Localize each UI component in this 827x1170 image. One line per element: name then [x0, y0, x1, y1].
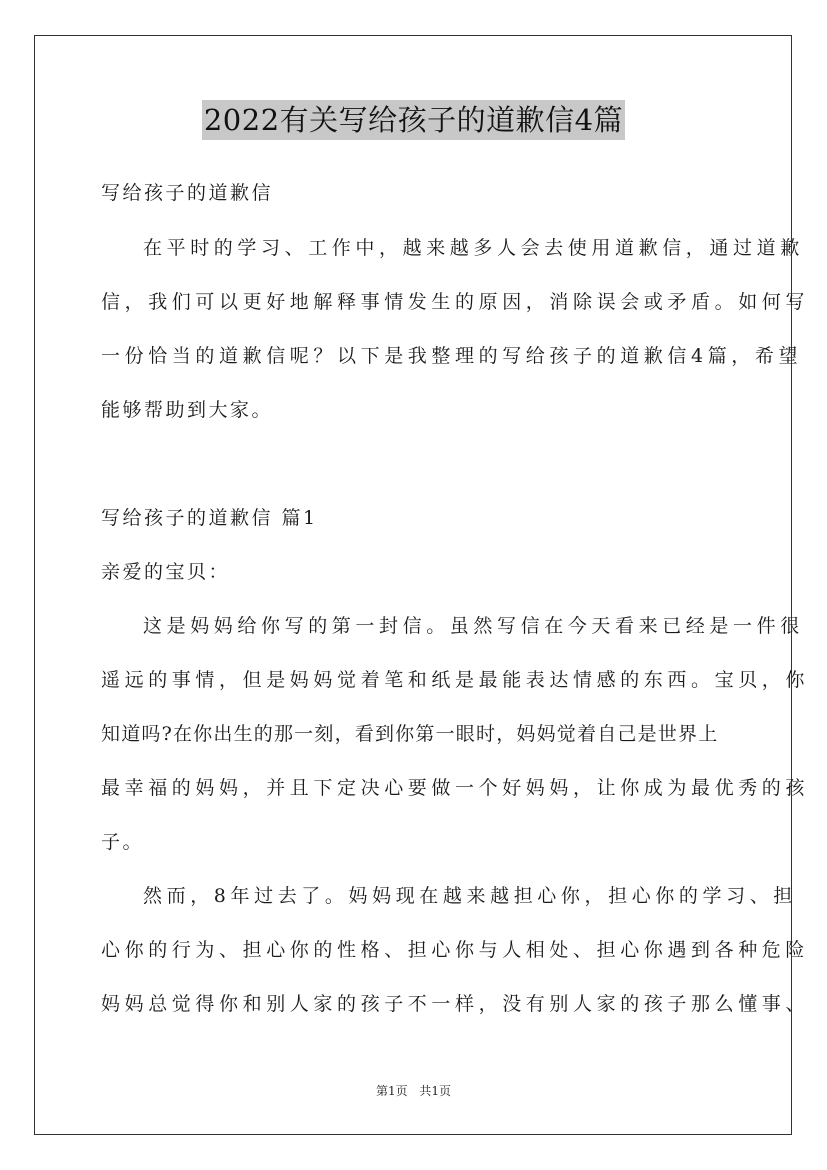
paragraph-line: 最幸福的妈妈，并且下定决心要做一个好妈妈，让你成为最优秀的孩 [101, 777, 810, 799]
paragraph-line: 妈妈总觉得你和别人家的孩子不一样，没有别人家的孩子那么懂事、 [101, 993, 810, 1015]
subheading: 写给孩子的道歉信 [101, 182, 274, 204]
intro-line: 能够帮助到大家。 [101, 399, 274, 421]
paragraph-line: 知道吗?在你出生的那一刻，看到你第一眼时，妈妈觉着自己是世界上 [101, 723, 719, 745]
page-number-current: 第1页 [375, 1084, 408, 1098]
intro-line: 信，我们可以更好地解释事情发生的原因，消除误会或矛盾。如何写 [101, 291, 810, 313]
section-heading: 写给孩子的道歉信 篇1 [101, 507, 318, 529]
title-container [0, 100, 827, 140]
page-footer [0, 1082, 827, 1100]
intro-line: 在平时的学习、工作中，越来越多人会去使用道歉信，通过道歉 [143, 237, 804, 259]
paragraph-line: 心你的行为、担心你的性格、担心你与人相处、担心你遇到各种危险 [101, 939, 810, 961]
paragraph-line: 遥远的事情，但是妈妈觉着笔和纸是最能表达情感的东西。宝贝，你 [101, 669, 810, 691]
salutation: 亲爱的宝贝： [101, 561, 231, 583]
page-number-total: 共1页 [419, 1084, 452, 1098]
paragraph-line: 这是妈妈给你写的第一封信。虽然写信在今天看来已经是一件很 [143, 615, 804, 637]
intro-line: 一份恰当的道歉信呢？以下是我整理的写给孩子的道歉信4篇，希望 [101, 345, 803, 367]
document-title: 2022有关写给孩子的道歉信4篇 [202, 100, 625, 140]
paragraph-line: 子。 [101, 831, 145, 853]
paragraph-line: 然而，8年过去了。妈妈现在越来越担心你，担心你的学习、担 [143, 885, 797, 907]
